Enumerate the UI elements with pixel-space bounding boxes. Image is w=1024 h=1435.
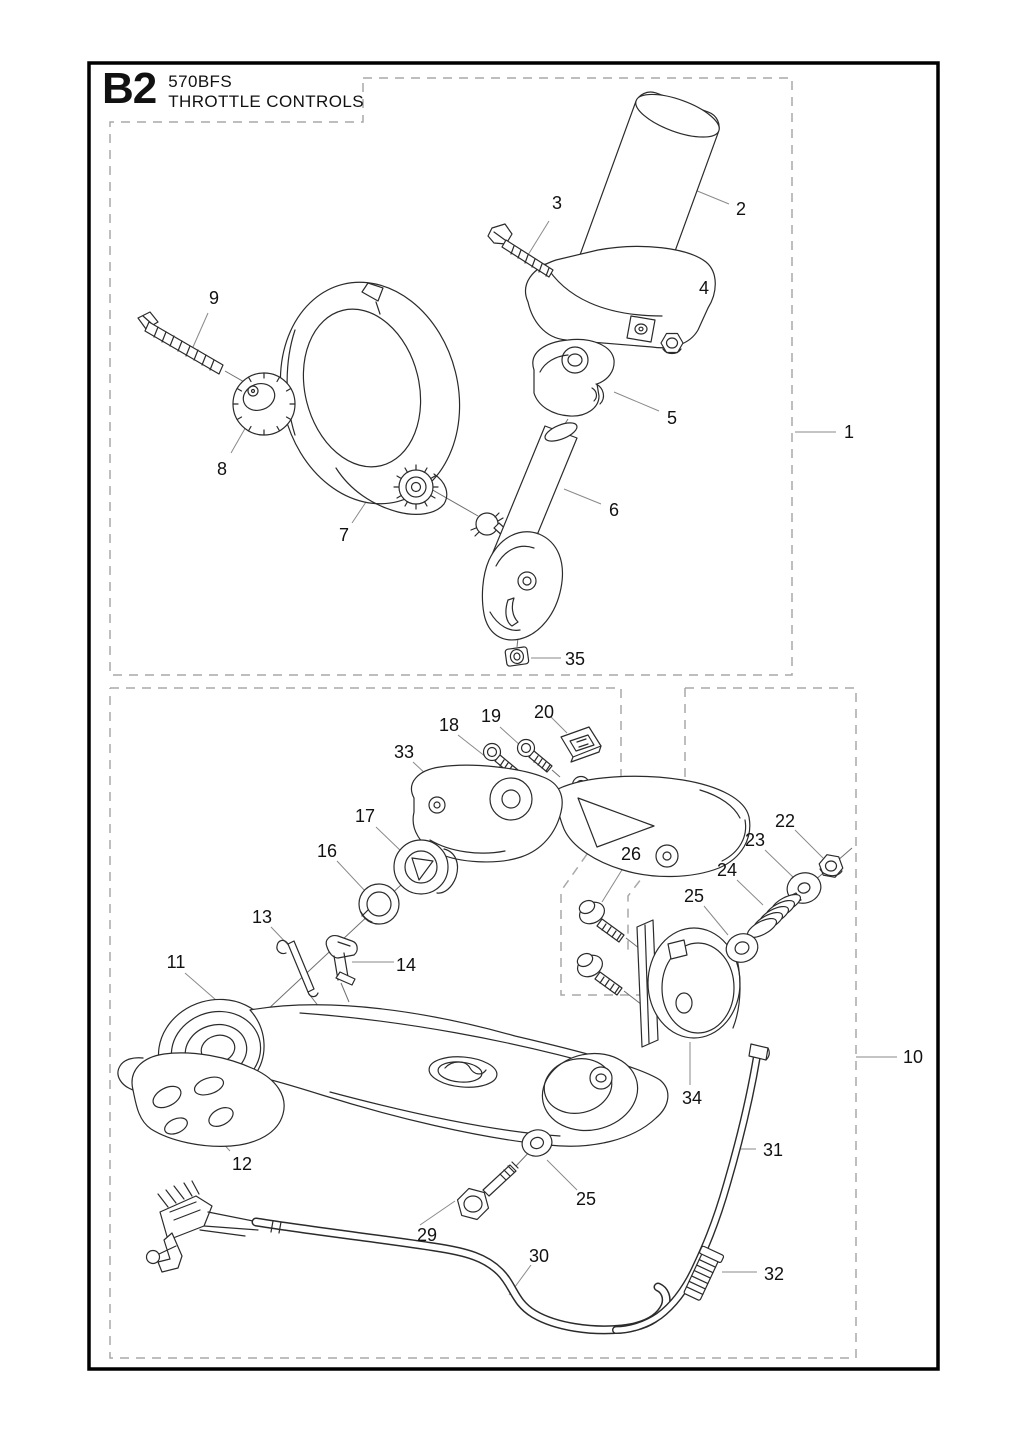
part-35-square-nut	[505, 647, 529, 667]
part-callout-33: 33	[393, 742, 415, 762]
part-callout-11: 11	[166, 952, 186, 972]
part-callout-19: 19	[480, 706, 502, 726]
part-26-screws	[574, 898, 624, 995]
part-callout-29: 29	[416, 1225, 438, 1245]
part-callout-1: 1	[843, 422, 855, 442]
part-3-bolt	[488, 224, 553, 277]
part-14-clip-spring	[326, 936, 357, 985]
part-callout-10: 10	[902, 1047, 924, 1067]
part-29-bolt	[458, 1162, 519, 1220]
part-callout-14: 14	[395, 955, 417, 975]
part-callout-5: 5	[666, 408, 678, 428]
part-callout-8: 8	[216, 459, 228, 479]
part-callout-2: 2	[735, 199, 747, 219]
part-callout-12: 12	[231, 1154, 253, 1174]
part-callout-17: 17	[354, 806, 376, 826]
part-8-adjuster-knob	[233, 373, 295, 435]
part-callout-32: 32	[763, 1264, 785, 1284]
part-19-screw	[518, 740, 553, 773]
part-32-cable-adjuster	[681, 1246, 724, 1302]
part-callout-25: 25	[683, 886, 705, 906]
part-callout-16: 16	[316, 841, 338, 861]
section-code: B2	[102, 64, 157, 113]
part-callout-7: 7	[338, 525, 350, 545]
part-4-locknut	[661, 334, 683, 354]
part-callout-13: 13	[251, 907, 273, 927]
part-callout-34: 34	[681, 1088, 703, 1108]
title-block	[102, 64, 364, 113]
diagram-title: THROTTLE CONTROLS	[168, 92, 364, 112]
part-callout-30: 30	[528, 1246, 550, 1266]
part-34-cable-housing	[637, 920, 740, 1047]
part-callout-20: 20	[533, 702, 555, 722]
part-20-clip	[561, 727, 601, 762]
part-callout-24: 24	[716, 860, 738, 880]
part-callout-9: 9	[208, 288, 220, 308]
part-5-clamp-half	[533, 339, 614, 416]
part-callout-31: 31	[762, 1140, 784, 1160]
part-2-handle-grip	[526, 86, 725, 348]
part-callout-26: 26	[620, 844, 642, 864]
part-callout-22: 22	[774, 811, 796, 831]
part-callout-35: 35	[564, 649, 586, 669]
part-9-clamp-bolt	[138, 312, 223, 374]
part-16-ring	[359, 884, 399, 924]
part-24-spring	[745, 891, 803, 942]
part-callout-3: 3	[551, 193, 563, 213]
model-number: 570BFS	[168, 72, 233, 91]
part-callout-18: 18	[438, 715, 460, 735]
part-callout-23: 23	[744, 830, 766, 850]
part-callout-6: 6	[608, 500, 620, 520]
part-33-trigger-housing	[412, 765, 750, 876]
part-callout-25: 25	[575, 1189, 597, 1209]
part-callout-4: 4	[698, 278, 710, 298]
